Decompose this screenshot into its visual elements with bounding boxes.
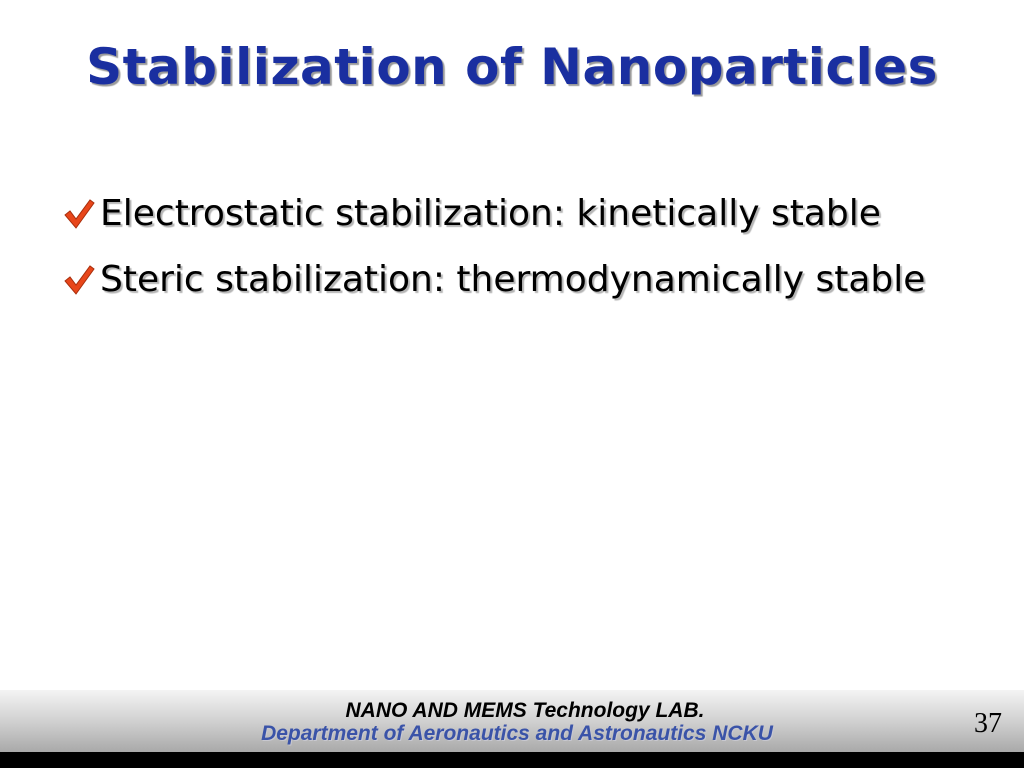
check-icon bbox=[62, 197, 96, 231]
lab-name: NANO AND MEMS Technology LAB. bbox=[345, 699, 705, 722]
bullet-text: Electrostatic stabilization: kinetically stable bbox=[100, 193, 881, 234]
footer-bar bbox=[0, 752, 1024, 768]
check-icon bbox=[62, 263, 96, 297]
department-name: Department of Aeronautics and Astronautics NCKU bbox=[261, 722, 773, 745]
bullet-list bbox=[60, 188, 960, 320]
bullet-text: Steric stabilization: thermodynamically stable bbox=[100, 259, 926, 300]
slide-title: Stabilization of Nanoparticles bbox=[86, 38, 938, 96]
page-number: 37 bbox=[974, 708, 1002, 739]
bullet-item bbox=[60, 188, 960, 240]
bullet-item bbox=[60, 254, 960, 306]
